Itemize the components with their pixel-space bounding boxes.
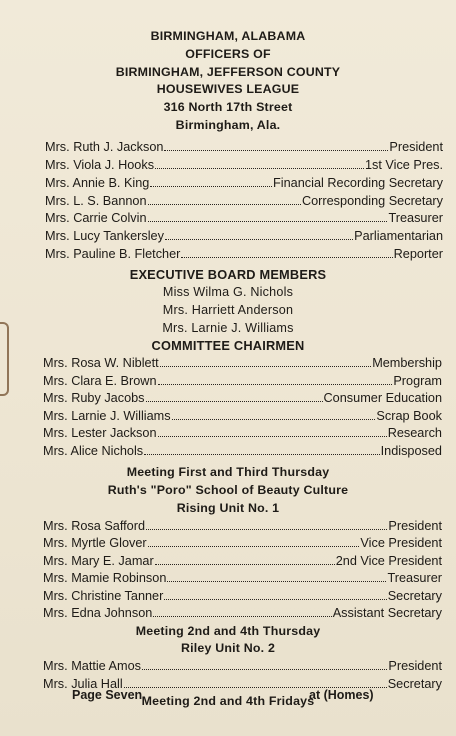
unit1-row	[43, 588, 442, 606]
committee-name: Mrs. Ruby Jacobs	[43, 391, 145, 406]
committee-name: Mrs. Clara E. Brown	[43, 373, 157, 388]
committee-role: Program	[393, 373, 442, 388]
officer-name: Mrs. Ruth J. Jackson	[45, 139, 164, 154]
officer-role: Reporter	[393, 247, 443, 262]
unit1-school: Ruth's "Poro" School of Beauty Culture	[107, 482, 349, 497]
leader-dots	[144, 454, 380, 455]
leader-dots	[146, 401, 323, 402]
header-address: 316 North 17th Street	[163, 100, 293, 115]
unit1-row	[43, 553, 442, 571]
leader-dots	[164, 150, 388, 151]
unit2-title: Riley Unit No. 2	[180, 641, 276, 656]
committee-role: Membership	[372, 356, 442, 371]
officer-row	[45, 139, 443, 157]
meeting-location: at (Homes)	[309, 688, 374, 702]
officer-name: Mrs. L. S. Bannon	[45, 193, 147, 208]
officer-row	[45, 228, 443, 246]
member-role: 2nd Vice President	[335, 553, 442, 568]
committee-row	[43, 355, 442, 373]
committee-name: Mrs. Larnie J. Williams	[43, 408, 171, 423]
member-name: Mrs. Julia Hall	[43, 676, 123, 691]
page-number-label: Page Seven	[72, 688, 143, 702]
committee-row	[43, 390, 442, 408]
officer-name: Mrs. Annie B. King	[45, 175, 150, 190]
header-officers-of: OFFICERS OF	[185, 46, 271, 61]
leader-dots	[153, 616, 331, 617]
member-role: Assistant Secretary	[332, 606, 442, 620]
member-name: Mrs. Mattie Amos	[43, 659, 141, 674]
leader-dots	[146, 529, 387, 530]
member-name: Mrs. Mary E. Jamar	[43, 553, 154, 568]
leader-dots	[164, 599, 386, 600]
unit1-meeting: Meeting First and Third Thursday	[126, 465, 330, 480]
header-league: HOUSEWIVES LEAGUE	[156, 82, 300, 97]
unit1-list	[0, 518, 456, 623]
committee-row	[43, 443, 442, 461]
unit2-meeting-after: Meeting 2nd and 4th Fridays	[141, 694, 315, 709]
officer-role: Treasurer	[388, 211, 443, 226]
unit2-meeting: Meeting 2nd and 4th Thursday	[135, 623, 321, 638]
leader-dots	[158, 384, 393, 385]
leader-dots	[148, 204, 301, 205]
member-role: Treasurer	[387, 571, 442, 585]
committee-role: Scrap Book	[376, 408, 442, 423]
board-member: Miss Wilma G. Nichols	[162, 284, 294, 299]
member-role: President	[388, 659, 442, 674]
officer-name: Mrs. Pauline B. Fletcher	[45, 247, 181, 262]
committee-role: Consumer Education	[323, 391, 442, 406]
member-role: Vice President	[360, 536, 442, 550]
header-city-state: Birmingham, Ala.	[175, 117, 281, 132]
committee-name: Mrs. Lester Jackson	[43, 426, 157, 441]
unit1-title: Rising Unit No. 1	[176, 500, 280, 515]
committee-heading: COMMITTEE CHAIRMEN	[151, 338, 305, 354]
committee-row	[43, 425, 442, 443]
page-content	[0, 28, 456, 711]
unit1-row	[43, 570, 442, 588]
committee-list	[0, 355, 456, 460]
officer-role: Financial Recording Secretary	[273, 175, 443, 190]
leader-dots	[165, 239, 353, 240]
unit1-row	[43, 535, 442, 553]
member-role: President	[388, 518, 442, 533]
member-role: Secretary	[387, 588, 442, 603]
member-name: Mrs. Myrtle Glover	[43, 536, 147, 550]
unit2-row	[43, 658, 442, 676]
leader-dots	[148, 221, 388, 222]
officer-row	[45, 246, 443, 264]
leader-dots	[167, 581, 386, 582]
officer-name: Mrs. Carrie Colvin	[45, 211, 147, 226]
officer-row	[45, 193, 443, 211]
officer-role: 1st Vice Pres.	[364, 157, 443, 172]
executive-board-heading: EXECUTIVE BOARD MEMBERS	[129, 267, 327, 283]
leader-dots	[155, 168, 364, 169]
member-name: Mrs. Mamie Robinson	[43, 571, 167, 585]
board-member: Mrs. Harriett Anderson	[162, 302, 294, 317]
officer-role: Parliamentarian	[354, 229, 443, 244]
member-name: Mrs. Edna Johnson	[43, 606, 153, 620]
officers-list	[0, 139, 456, 264]
member-name: Mrs. Christine Tanner	[43, 588, 164, 603]
leader-dots	[150, 186, 272, 187]
committee-role: Research	[387, 426, 442, 441]
officer-row	[45, 175, 443, 193]
committee-name: Mrs. Alice Nichols	[43, 443, 144, 458]
unit1-row	[43, 518, 442, 536]
officer-name: Mrs. Lucy Tankersley	[45, 229, 164, 244]
leader-dots	[155, 564, 335, 565]
leader-dots	[160, 366, 372, 367]
leader-dots	[142, 669, 387, 670]
officer-row	[45, 157, 443, 175]
leader-dots	[148, 546, 360, 547]
leader-dots	[158, 436, 387, 437]
unit1-row	[43, 605, 442, 623]
officer-name: Mrs. Viola J. Hooks	[45, 157, 155, 172]
leader-dots	[181, 257, 392, 258]
committee-row	[43, 373, 442, 391]
board-member: Mrs. Larnie J. Williams	[162, 320, 294, 335]
member-name: Mrs. Rosa Safford	[43, 518, 146, 533]
committee-name: Mrs. Rosa W. Niblett	[43, 356, 159, 371]
leader-dots	[172, 419, 376, 420]
officer-row	[45, 210, 443, 228]
officer-role: Corresponding Secretary	[301, 193, 443, 208]
officer-role: President	[389, 139, 443, 154]
header-org-line: BIRMINGHAM, JEFFERSON COUNTY	[115, 64, 341, 79]
page-footer	[0, 688, 456, 708]
member-role: Secretary	[387, 676, 442, 691]
header-city: BIRMINGHAM, ALABAMA	[150, 29, 306, 43]
committee-role: Indisposed	[380, 443, 442, 458]
committee-row	[43, 408, 442, 426]
